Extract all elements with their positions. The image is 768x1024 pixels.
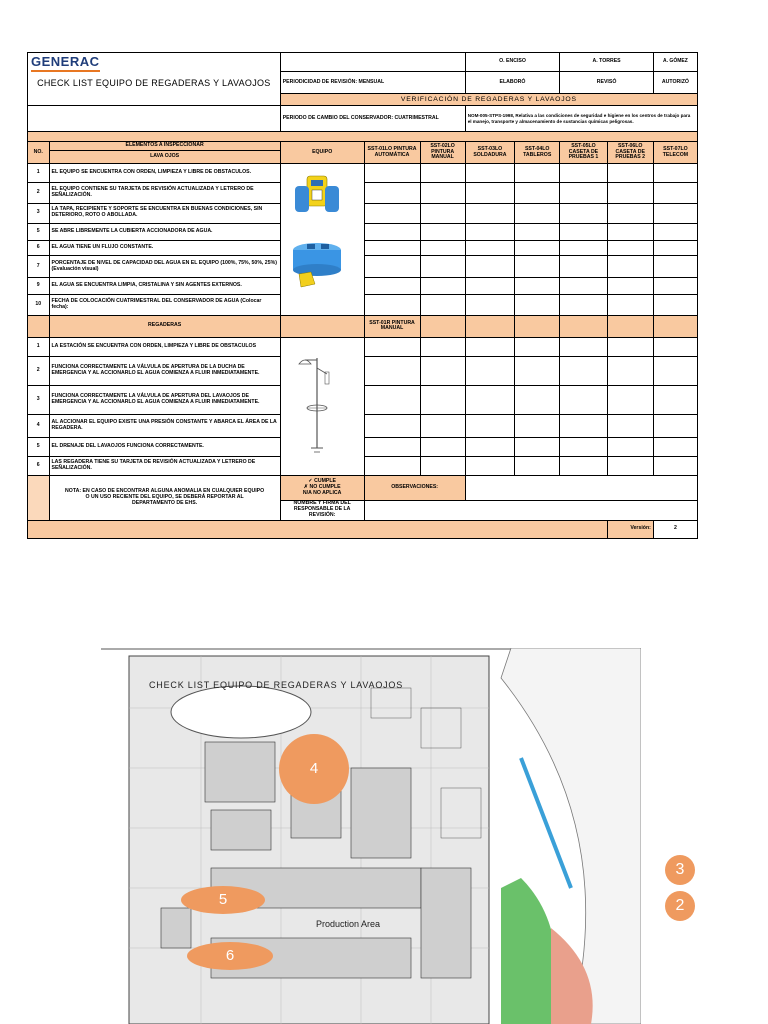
regadera-equipment-cell <box>280 337 364 475</box>
legend-no-cumple: ✗ NO CUMPLE <box>303 484 341 491</box>
name-elaboro: O. ENCISO <box>465 53 560 72</box>
col-station-3: SST-03LO SOLDADURA <box>465 142 514 164</box>
name-autorizo: A. GÓMEZ <box>653 53 697 72</box>
role-autorizo: AUTORIZÓ <box>653 72 697 94</box>
col-station-1: SST-01LO PINTURA AUTOMÁTICA <box>364 142 420 164</box>
table-row <box>28 164 698 183</box>
item-number: 2 <box>28 356 50 385</box>
periodicidad: PERIODICIDAD DE REVISIÓN: MENSUAL <box>280 72 465 94</box>
floor-plan-image <box>101 648 641 1024</box>
item-number: 6 <box>28 241 50 256</box>
marker-3: 3 <box>665 855 695 885</box>
role-elaboro: ELABORÓ <box>465 72 560 94</box>
marker-5: 5 <box>181 886 265 914</box>
col-station-5: SST-05LO CASETA DE PRUEBAS 1 <box>560 142 607 164</box>
generac-logo: GENERAC <box>31 55 100 72</box>
col-station-7: SST-07LO TELECOM <box>653 142 697 164</box>
item-text: LAS REGADERA TIENE SU TARJETA DE REVISIÓN ACTUALIZADA Y LETRERO DE SEÑALIZACIÓN. <box>49 457 280 476</box>
version-value: 2 <box>653 520 697 538</box>
spacer-row <box>28 132 698 142</box>
item-number: 7 <box>28 255 50 278</box>
item-number: 3 <box>28 386 50 415</box>
col-no: NO. <box>28 142 50 164</box>
item-text: AL ACCIONAR EL EQUIPO EXISTE UNA PRESIÓN CONSTANTE Y ABARCA EL ÁREA DE LA REGADERA. <box>49 415 280 438</box>
col-lavaojos: LAVA OJOS <box>49 151 280 164</box>
version-label: Versión: <box>607 520 653 538</box>
responsable-label: NOMBRE Y FIRMA DEL RESPONSABLE DE LA REVISIÓN: <box>280 500 364 520</box>
item-number: 5 <box>28 438 50 457</box>
observaciones-field[interactable] <box>465 475 697 500</box>
marker-6: 6 <box>187 942 273 970</box>
item-text: EL EQUIPO CONTIENE SU TARJETA DE REVISIÓN ACTUALIZADA Y LETRERO DE SEÑALIZACIÓN. <box>49 182 280 203</box>
legend-na: N/A NO APLICA <box>302 489 342 496</box>
blank-header-cell <box>280 53 465 72</box>
nota: NOTA: EN CASO DE ENCONTRAR ALGUNA ANOMALIA EN CUALQUIER EQUIPO O UN USO RECIENTE DEL EQUIPO, SE DEBERÁ REPORTAR AL DEPARTAMENTO DE EHS. <box>49 475 280 520</box>
role-reviso: REVISÓ <box>560 72 654 94</box>
item-number: 1 <box>28 164 50 183</box>
item-number: 4 <box>28 415 50 438</box>
item-text: FUNCIONA CORRECTAMENTE LA VÁLVULA DE APERTURA DEL LAVAOJOS DE EMERGENCIA Y AL ACCIONARLO EL AGUA COMIENZA A FLUIR INMEDIATAMENTE. <box>49 386 280 415</box>
production-area-label: Production Area <box>316 919 381 929</box>
col-station-4: SST-04LO TABLEROS <box>515 142 560 164</box>
name-reviso: A. TORRES <box>560 53 654 72</box>
item-number: 2 <box>28 182 50 203</box>
item-number: 6 <box>28 457 50 476</box>
item-text: LA ESTACIÓN SE ENCUENTRA CON ORDEN, LIMPIEZA Y LIBRE DE OBSTACULOS <box>49 337 280 356</box>
item-number: 10 <box>28 295 50 316</box>
eyewash-illustration <box>281 164 357 312</box>
legend-cell <box>280 475 364 500</box>
regaderas-header: REGADERAS <box>49 315 280 337</box>
item-text: FUNCIONA CORRECTAMENTE LA VÁLVULA DE APERTURA DE LA DUCHA DE EMERGENCIA Y AL ACCIONARLO EL AGUA COMIENZA A FLUIR INMEDIATAMENTE. <box>49 356 280 385</box>
item-text: FECHA DE COLOCACIÓN CUATRIMESTRAL DEL CONSERVADOR DE AGUA (Colocar fecha): <box>49 295 280 316</box>
item-text: LA TAPA, RECIPIENTE Y SOPORTE SE ENCUENTRA EN BUENAS CONDICIONES, SIN DETERIORO, ROTO O ABOLLADA. <box>49 203 280 224</box>
marker-4: 4 <box>279 734 349 804</box>
item-number: 5 <box>28 224 50 241</box>
regaderas-station: SST-01R PINTURA MANUAL <box>364 315 420 337</box>
col-elementos: ELEMENTOS A INSPECCIONAR <box>49 142 280 151</box>
item-text: EL AGUA SE ENCUENTRA LIMPIA, CRISTALINA Y SIN AGENTES EXTERNOS. <box>49 278 280 295</box>
marker-2: 2 <box>665 891 695 921</box>
blank-cell <box>28 106 281 132</box>
col-equipo: EQUIPO <box>280 142 364 164</box>
verificacion-header: VERIFICACIÓN DE REGADERAS Y LAVAOJOS <box>280 94 697 106</box>
item-number: 9 <box>28 278 50 295</box>
floor-plan-drawing <box>101 648 641 1024</box>
plan-overlay-title: CHECK LIST EQUIPO DE REGADERAS Y LAVAOJOS <box>149 680 404 690</box>
table-row <box>28 337 698 356</box>
item-text: PORCENTAJE DE NIVEL DE CAPACIDAD DEL AGUA EN EL EQUIPO (100%, 75%, 50%, 25%) (Evaluación visual) <box>49 255 280 278</box>
item-text: EL AGUA TIENE UN FLUJO CONSTANTE. <box>49 241 280 256</box>
checklist-table <box>27 52 698 539</box>
col-station-2: SST-02LO PINTURA MANUAL <box>420 142 465 164</box>
item-text: EL DRENAJE DEL LAVAOJOS FUNCIONA CORRECTAMENTE. <box>49 438 280 457</box>
responsable-field[interactable] <box>364 500 697 520</box>
observaciones-label: OBSERVACIONES: <box>364 475 465 500</box>
safety-shower-illustration <box>281 338 357 472</box>
item-number: 3 <box>28 203 50 224</box>
col-station-6: SST-06LO CASETA DE PRUEBAS 2 <box>607 142 653 164</box>
item-number: 1 <box>28 337 50 356</box>
lavaojos-equipment-cell <box>280 164 364 316</box>
document-title: CHECK LIST EQUIPO DE REGADERAS Y LAVAOJOS <box>37 77 271 88</box>
nom-reference: NOM-005-STPS-1998, Relativa a las condiciones de seguridad e higiene en los centros de trabajo para el manejo, transporte y almacenamiento de sustancias químicas peligrosas. <box>465 106 697 132</box>
item-text: SE ABRE LIBREMENTE LA CUBIERTA ACCIONADORA DE AGUA. <box>49 224 280 241</box>
checklist-sheet <box>27 52 698 539</box>
legend-cumple: ✓ CUMPLE <box>308 478 336 485</box>
periodo-cambio: PERIODO DE CAMBIO DEL CONSERVADOR: CUATRIMESTRAL <box>280 106 465 132</box>
logo-title-cell <box>28 53 281 106</box>
item-text: EL EQUIPO SE ENCUENTRA CON ORDEN, LIMPIEZA Y LIBRE DE OBSTACULOS. <box>49 164 280 183</box>
